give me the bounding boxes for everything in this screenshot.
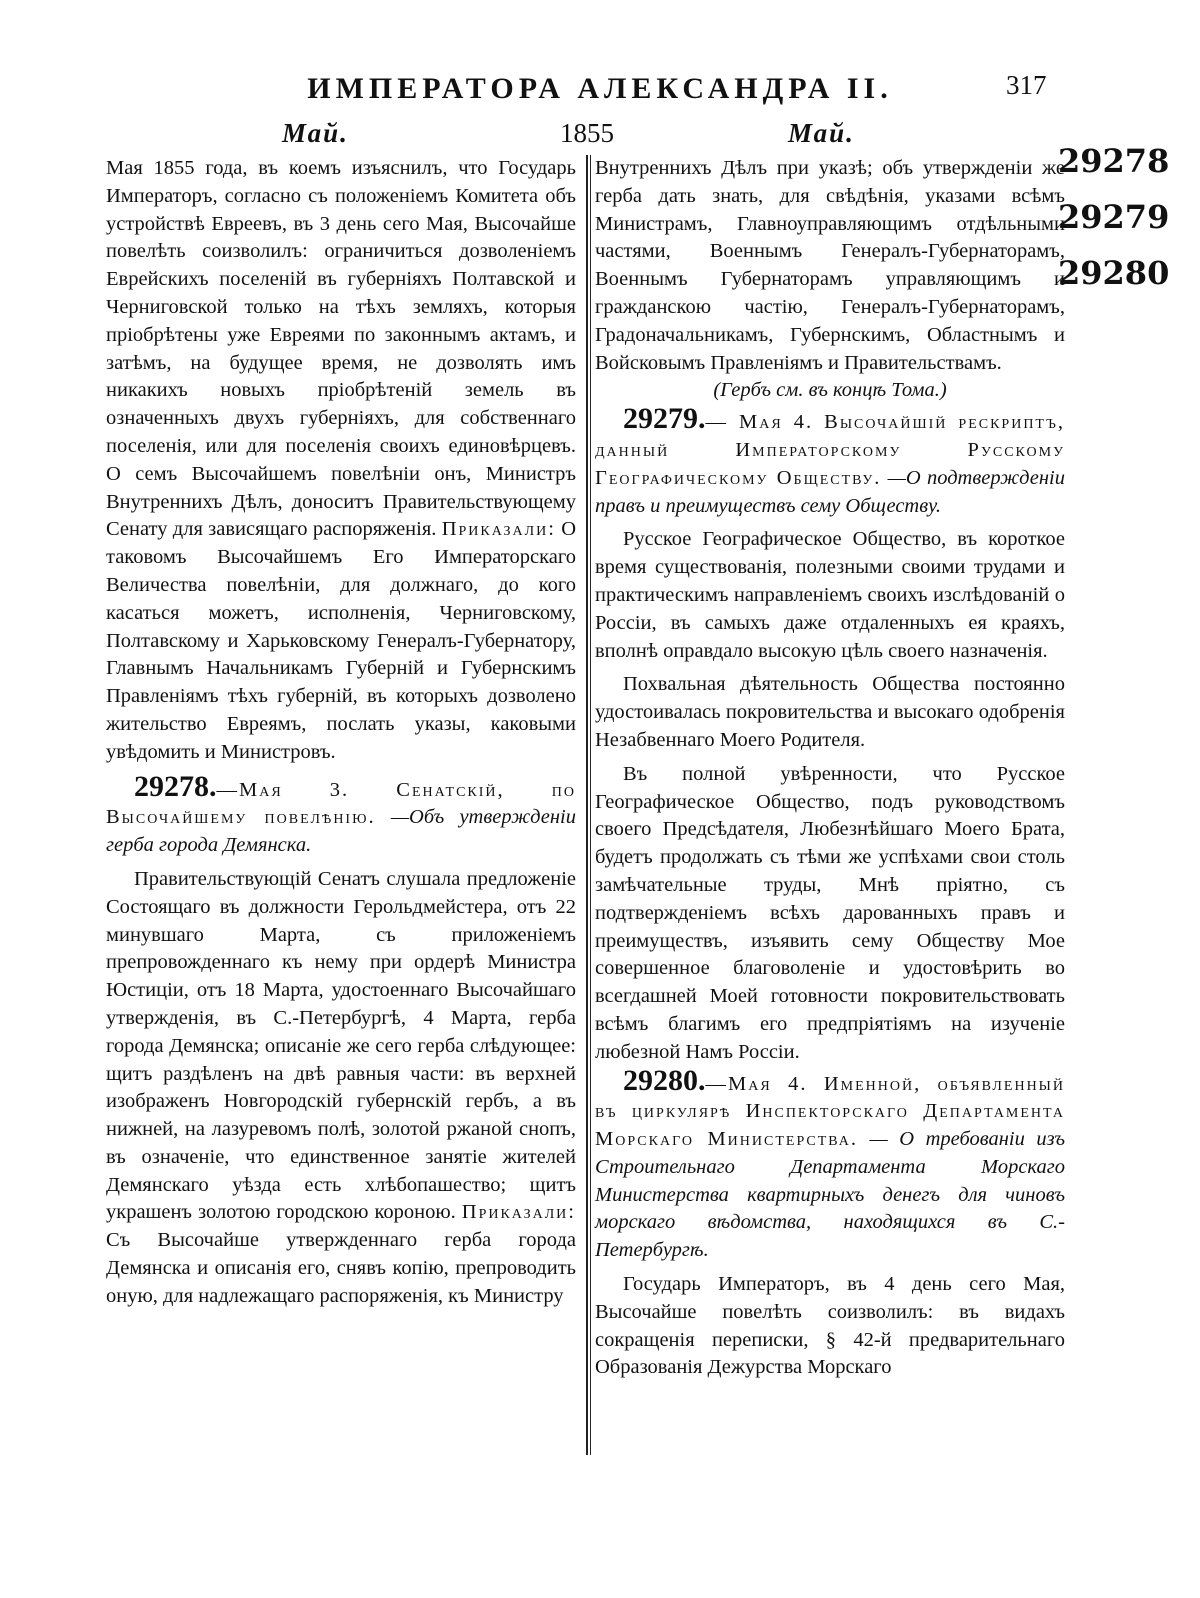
column-rule-inner [590, 155, 591, 1455]
page-header-title: ИМПЕРАТОРА АЛЕКСАНДРА II. [307, 72, 893, 105]
margin-number-29278: 29278 [1058, 142, 1170, 180]
left-paragraph-1 [106, 155, 576, 767]
left-prikazali-2: Приказали: [461, 1201, 576, 1224]
entry-29278-heading [106, 769, 577, 860]
year: 1855 [560, 118, 614, 148]
right-paragraph-1: Внутреннихъ Дѣлъ при указѣ; объ утвержденіи же герба дать знать, для свѣдѣнія, указами всѣмъ Министрамъ, Главноуправляющимъ отдѣльными частями, Военнымъ Генералъ-Губернаторамъ, Военнымъ Губернаторамъ управляющимъ и гражданскою частію, Генералъ-Губернаторамъ, Градоначальникамъ, Губернскимъ, Областнымъ и Войсковымъ Правленіямъ и Правительствамъ. [595, 157, 1065, 374]
left-paragraph-1-tail: О таковомъ Высочайшемъ Его Императорскаго Величества повелѣніи, для должнаго, до кого касаться можетъ, исполненія, Черниговскому, Полтавскому и Харьковскому Генералъ-Губернатору, Главнымъ Начальникамъ Губерній и Губернскимъ Правленіямъ тѣхъ губерній, въ которыхъ дозволено жительство Евреямъ, послать указы, каковыми увѣдомить и Министровъ. [106, 518, 577, 763]
entry-29280-head: —Мая 4. Именной, объявленный въ циркулярѣ Инспекторскаго Департамента Морскаго Министерства. [595, 1072, 1065, 1151]
entry-29279-number: 29279. [623, 402, 706, 436]
right-paragraph-2: Русское Географическое Общество, въ короткое время существованія, полезными своими трудами и практическимъ направленіемъ своихъ изслѣдованій о Россіи, въ самыхъ даже отдаленныхъ ея краяхъ, вполнѣ оправдало высокую цѣль своего назначенія. [595, 528, 1065, 662]
entry-29279-head: — Мая 4. Высочайшій рескриптъ, данный Императорскому Русскому Географическому Обществу. [595, 411, 1065, 489]
right-column [595, 155, 1065, 1382]
entry-29280-title: — О требованіи изъ Строительнаго Департамента Морскаго Министерства квартирныхъ денегъ для чиновъ морскаго вѣдомства, находящихся въ С.-Петербургѣ. [595, 1128, 1066, 1262]
left-column [106, 155, 576, 1311]
left-paragraph-1-text: Мая 1855 года, въ коемъ изъяснилъ, что Государь Императоръ, согласно съ положеніемъ Комитета объ устройствѣ Евреевъ, въ 3 день сего Мая, Высочайше повелѣть соизволилъ: ограничиться дозволеніемъ Еврейскихъ поселеній въ губерніяхъ Полтавской и Черниговской только на тѣхъ земляхъ, которыя пріобрѣтены уже Евреями по законнымъ актамъ, и затѣмъ, на будущее время, не дозволять имъ никакихъ новыхъ пріобрѣтеній земель въ означенныхъ двухъ губерніяхъ, для собственнаго поселенія, или для поселенія своихъ единовѣрцевъ. О семъ Высочайшемъ повелѣніи онъ, Министръ Внутреннихъ Дѣлъ, доноситъ Правительствующему Сенату для зависящаго распоряженія. [106, 157, 576, 541]
entry-29278-head: —Мая 3. Сенатскій, по Высочайшему повелѣнію. [106, 778, 576, 829]
margin-number-29279: 29279 [1058, 198, 1170, 236]
month-right: Май. [788, 118, 855, 148]
column-rule [586, 155, 588, 1455]
entry-29278-title: —Объ утвержденіи герба города Демянска. [106, 806, 577, 857]
page-number: 317 [1006, 70, 1047, 100]
entry-29279-title: —О подтвержденіи правъ и преимуществъ сему Обществу. [595, 466, 1066, 517]
right-paragraph-5: Государь Императоръ, въ 4 день сего Мая, Высочайше повелѣть соизволилъ: въ видахъ сокращенія переписки, § 42-й предварительнаго Образованія Дежурства Морскаго [595, 1273, 1065, 1379]
coat-of-arms-note: (Гербъ см. въ концѣ Тома.) [713, 379, 947, 402]
left-prikazali-1: Приказали: [441, 518, 556, 541]
right-paragraph-4: Въ полной увѣренности, что Русское Географическое Общество, подъ руководствомъ своего Предсѣдателя, Любезнѣйшаго Моего Брата, будетъ продолжать съ тѣми же успѣхами свои столь замѣчательные труды, Мнѣ пріятно, съ подтвержденіемъ всѣхъ дарованныхъ правъ и преимуществъ, изъявить сему Обществу Мое совершенное благоволеніе и удостовѣрить во всегдашней Моей готовности покровительствовать всѣмъ благимъ его предпріятіямъ на изученіе любезной Намъ Россіи. [595, 762, 1065, 1063]
entry-29280-number: 29280. [623, 1063, 706, 1097]
entry-29278-number: 29278. [134, 769, 217, 803]
left-paragraph-2-tail: Съ Высочайше утвержденнаго герба города Демянска и описанія его, снявъ копію, препроводить оную, для надлежащаго распоряженія, къ Министру [106, 1229, 576, 1307]
entry-29280-heading [595, 1063, 1066, 1266]
entry-29279-heading [595, 402, 1066, 520]
left-paragraph-2 [106, 866, 576, 1311]
margin-number-29280: 29280 [1058, 254, 1170, 292]
month-left: Май. [282, 118, 349, 148]
right-paragraph-3: Похвальная дѣятельность Общества постоянно удостоивалась покровительства и высокаго одобренія Незабвеннаго Моего Родителя. [595, 673, 1065, 751]
left-paragraph-2-text: Правительствующій Сенатъ слушала предложеніе Состоящаго въ должности Герольдмейстера, отъ 22 минувшаго Марта, съ приложеніемъ препровожденнаго къ нему при ордерѣ Министра Юстиціи, отъ 18 Марта, удостоеннаго Высочайшаго утвержденія, въ С.-Петербургѣ, 4 Марта, герба города Демянска; описаніе же сего герба слѣдующее: щитъ раздѣленъ на двѣ равныя части: въ верхней изображенъ Новгородскій губернскій гербъ, а въ нижней, на лазуревомъ полѣ, золотой ржаной снопъ, въ означеніе, что единственное занятіе жителей Демянскаго уѣзда есть хлѣбопашество; щитъ украшенъ золотою городскою короною. [106, 867, 576, 1224]
